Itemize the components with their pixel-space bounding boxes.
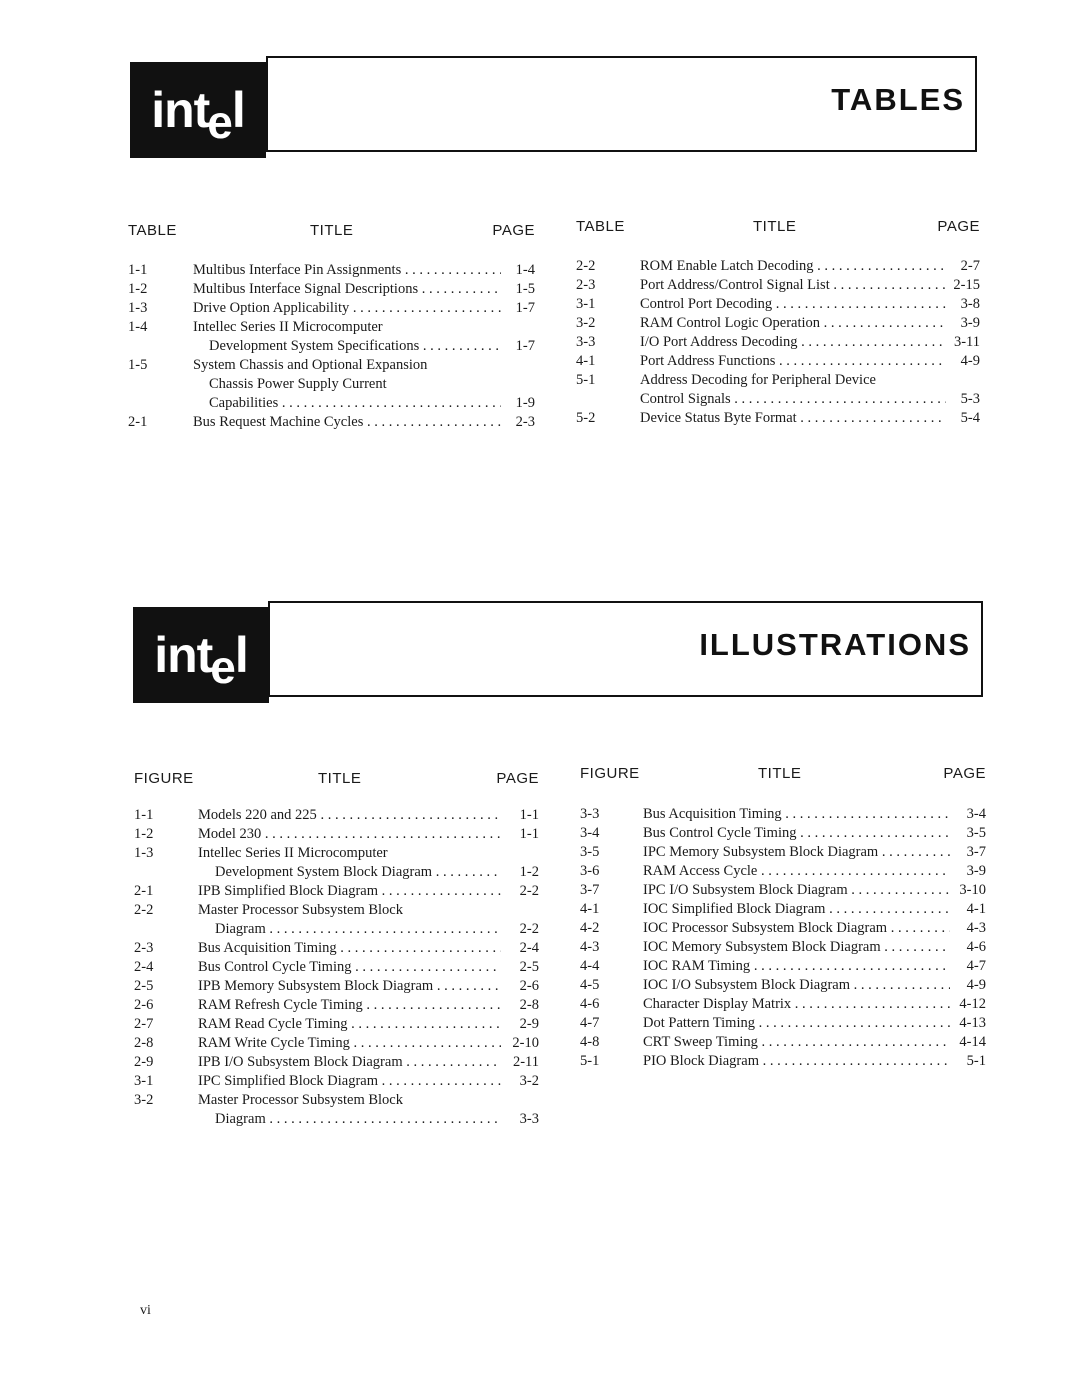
item-number: 4-8 (580, 1034, 600, 1050)
item-page: 4-14 (959, 1034, 986, 1050)
item-number: 4-3 (580, 939, 600, 955)
col-header-figure: FIGURE (580, 765, 640, 782)
item-number: 3-7 (580, 882, 600, 898)
item-title: Bus Acquisition Timing . . . (198, 939, 501, 958)
item-number: 3-6 (580, 863, 600, 879)
tables-list-left (128, 222, 535, 442)
list-item (580, 862, 986, 881)
item-title: Dot Pattern Timing . . . (643, 1014, 950, 1033)
item-number: 2-8 (134, 1035, 154, 1051)
item-title: IOC Processor Subsystem Block Diagram . . . (643, 919, 950, 938)
item-title: ROM Enable Latch Decoding . . . (640, 257, 946, 276)
item-page: 3-3 (519, 1111, 539, 1127)
item-title: Bus Control Cycle Timing . . . (643, 824, 950, 843)
list-item (580, 1052, 986, 1071)
item-number: 5-1 (580, 1053, 600, 1069)
list-item (134, 958, 539, 977)
item-title: Drive Option Applicability . . . (193, 299, 501, 318)
item-title: Intellec Series II Microcomputer (193, 319, 383, 335)
item-page: 2-9 (519, 1016, 539, 1032)
item-title: Diagram . . . (215, 1110, 501, 1129)
item-title: Bus Control Cycle Timing . . . (198, 958, 501, 977)
item-page: 5-3 (960, 391, 980, 407)
col-header-title: TITLE (318, 770, 362, 787)
item-number: 1-2 (134, 826, 154, 842)
item-number: 2-6 (134, 997, 154, 1013)
tables-list-right (576, 218, 980, 438)
item-title: Development System Block Diagram . . . (215, 863, 501, 882)
list-item (134, 1110, 539, 1129)
list-item (580, 881, 986, 900)
item-number: 3-3 (576, 334, 596, 350)
item-page: 4-6 (966, 939, 986, 955)
item-page: 1-5 (515, 281, 535, 297)
list-item (580, 919, 986, 938)
list-item (580, 976, 986, 995)
list-item (134, 977, 539, 996)
item-number: 3-5 (580, 844, 600, 860)
item-number: 4-5 (580, 977, 600, 993)
item-title: Capabilities . . . (209, 394, 501, 413)
list-item (128, 280, 535, 299)
item-title: IOC RAM Timing . . . (643, 957, 950, 976)
item-title: Port Address Functions . . . (640, 352, 946, 371)
item-title: IOC I/O Subsystem Block Diagram . . . (643, 976, 950, 995)
list-item (134, 882, 539, 901)
item-page: 2-4 (519, 940, 539, 956)
item-number: 2-3 (134, 940, 154, 956)
list-item (580, 805, 986, 824)
item-page: 2-2 (519, 883, 539, 899)
list-item (576, 276, 980, 295)
illustrations-heading: ILLUSTRATIONS (699, 627, 971, 662)
item-number: 2-2 (576, 258, 596, 274)
item-page: 1-2 (519, 864, 539, 880)
list-item (576, 295, 980, 314)
item-page: 5-1 (966, 1053, 986, 1069)
item-number: 2-1 (134, 883, 154, 899)
item-page: 1-1 (519, 807, 539, 823)
item-page: 3-8 (960, 296, 980, 312)
item-title: Bus Acquisition Timing . . . (643, 805, 950, 824)
intel-logo: int e l (133, 607, 269, 703)
list-item (576, 409, 980, 428)
item-page: 3-4 (966, 806, 986, 822)
item-number: 2-7 (134, 1016, 154, 1032)
list-item (134, 996, 539, 1015)
item-title: IPB Memory Subsystem Block Diagram . . . (198, 977, 501, 996)
item-page: 3-9 (966, 863, 986, 879)
list-item (128, 394, 535, 413)
item-title: Port Address/Control Signal List . . . (640, 276, 946, 295)
item-title: IOC Simplified Block Diagram . . . (643, 900, 950, 919)
item-number: 4-7 (580, 1015, 600, 1031)
item-page: 1-4 (515, 262, 535, 278)
item-title: Control Signals . . . (640, 390, 946, 409)
col-header-page: PAGE (496, 770, 539, 787)
item-title: RAM Read Cycle Timing . . . (198, 1015, 501, 1034)
item-number: 3-1 (576, 296, 596, 312)
item-page: 2-10 (512, 1035, 539, 1051)
figures-list-left (134, 770, 539, 1140)
list-item (576, 314, 980, 333)
item-number: 1-1 (128, 262, 148, 278)
item-title: I/O Port Address Decoding . . . (640, 333, 946, 352)
item-page: 3-11 (953, 334, 980, 350)
item-title: RAM Write Cycle Timing . . . (198, 1034, 501, 1053)
item-title: RAM Access Cycle . . . (643, 862, 950, 881)
item-page: 5-4 (960, 410, 980, 426)
item-page: 2-11 (512, 1054, 539, 1070)
col-header-table: TABLE (128, 222, 177, 239)
item-title: IPC I/O Subsystem Block Diagram . . . (643, 881, 950, 900)
item-title: IOC Memory Subsystem Block Diagram . . . (643, 938, 950, 957)
item-page: 2-15 (953, 277, 980, 293)
item-number: 3-2 (576, 315, 596, 331)
col-header-page: PAGE (943, 765, 986, 782)
item-title: Device Status Byte Format . . . (640, 409, 946, 428)
item-number: 2-2 (134, 902, 154, 918)
item-title: PIO Block Diagram . . . (643, 1052, 950, 1071)
item-number: 5-1 (576, 372, 596, 388)
item-page: 4-12 (959, 996, 986, 1012)
item-number: 3-2 (134, 1092, 154, 1108)
item-page: 2-7 (960, 258, 980, 274)
item-title: Control Port Decoding . . . (640, 295, 946, 314)
list-item (134, 901, 539, 920)
list-item (580, 824, 986, 843)
list-item (134, 939, 539, 958)
col-header-title: TITLE (753, 218, 797, 235)
col-header-page: PAGE (492, 222, 535, 239)
item-title: IPC Memory Subsystem Block Diagram . . . (643, 843, 950, 862)
col-header-table: TABLE (576, 218, 625, 235)
item-page: 3-10 (959, 882, 986, 898)
item-page: 2-3 (515, 414, 535, 430)
list-item (580, 1033, 986, 1052)
illustrations-banner (268, 601, 983, 697)
item-number: 1-4 (128, 319, 148, 335)
item-number: 2-1 (128, 414, 148, 430)
col-header-title: TITLE (758, 765, 802, 782)
item-page: 4-7 (966, 958, 986, 974)
item-number: 3-1 (134, 1073, 154, 1089)
list-item (134, 920, 539, 939)
item-title: IPB I/O Subsystem Block Diagram . . . (198, 1053, 501, 1072)
item-title: System Chassis and Optional Expansion (193, 357, 428, 373)
list-item (134, 844, 539, 863)
item-page: 1-7 (515, 338, 535, 354)
item-number: 4-1 (580, 901, 600, 917)
item-number: 1-3 (128, 300, 148, 316)
item-title: Multibus Interface Signal Descriptions . . . (193, 280, 501, 299)
list-item (134, 1091, 539, 1110)
item-page: 4-3 (966, 920, 986, 936)
item-title: Multibus Interface Pin Assignments . . . (193, 261, 501, 280)
list-item (128, 261, 535, 280)
item-page: 4-9 (960, 353, 980, 369)
item-number: 1-1 (134, 807, 154, 823)
item-title: RAM Control Logic Operation . . . (640, 314, 946, 333)
item-number: 2-9 (134, 1054, 154, 1070)
item-title: Development System Specifications . . . (209, 337, 501, 356)
item-number: 3-3 (580, 806, 600, 822)
item-title: CRT Sweep Timing . . . (643, 1033, 950, 1052)
list-item (580, 1014, 986, 1033)
list-item (576, 257, 980, 276)
item-number: 2-5 (134, 978, 154, 994)
item-title: RAM Refresh Cycle Timing . . . (198, 996, 501, 1015)
item-number: 2-3 (576, 277, 596, 293)
item-number: 5-2 (576, 410, 596, 426)
list-item (580, 900, 986, 919)
item-title: Master Processor Subsystem Block (198, 1092, 403, 1108)
item-number: 1-2 (128, 281, 148, 297)
intel-logo: int e l (130, 62, 266, 158)
item-page: 3-5 (966, 825, 986, 841)
item-title: IPC Simplified Block Diagram . . . (198, 1072, 501, 1091)
list-item (580, 995, 986, 1014)
list-item (128, 356, 535, 375)
item-title: Intellec Series II Microcomputer (198, 845, 388, 861)
item-page: 3-9 (960, 315, 980, 331)
item-title: Chassis Power Supply Current (209, 376, 387, 392)
list-item (580, 957, 986, 976)
list-item (134, 1034, 539, 1053)
item-page: 3-7 (966, 844, 986, 860)
item-page: 2-2 (519, 921, 539, 937)
list-item (128, 413, 535, 432)
tables-heading: TABLES (831, 82, 965, 117)
list-item (576, 390, 980, 409)
list-item (128, 299, 535, 318)
item-number: 4-2 (580, 920, 600, 936)
list-item (576, 352, 980, 371)
list-item (134, 806, 539, 825)
list-item (576, 333, 980, 352)
item-number: 3-4 (580, 825, 600, 841)
item-title: Diagram . . . (215, 920, 501, 939)
item-title: IPB Simplified Block Diagram . . . (198, 882, 501, 901)
item-page: 4-1 (966, 901, 986, 917)
tables-banner (266, 56, 977, 152)
list-item (134, 1015, 539, 1034)
item-number: 4-4 (580, 958, 600, 974)
list-item (134, 825, 539, 844)
item-page: 1-7 (515, 300, 535, 316)
item-number: 2-4 (134, 959, 154, 975)
item-number: 4-6 (580, 996, 600, 1012)
col-header-page: PAGE (937, 218, 980, 235)
item-title: Model 230 . . . (198, 825, 501, 844)
item-number: 1-5 (128, 357, 148, 373)
list-item (128, 337, 535, 356)
item-title: Models 220 and 225 . . . (198, 806, 501, 825)
list-item (134, 1053, 539, 1072)
item-title: Character Display Matrix . . . (643, 995, 950, 1014)
col-header-title: TITLE (310, 222, 354, 239)
item-number: 4-1 (576, 353, 596, 369)
list-item (134, 1072, 539, 1091)
item-page: 4-9 (966, 977, 986, 993)
item-page: 2-6 (519, 978, 539, 994)
figures-list-right (580, 765, 986, 1085)
list-item (128, 318, 535, 337)
page-number: vi (140, 1303, 151, 1318)
list-item (580, 938, 986, 957)
item-page: 1-1 (519, 826, 539, 842)
list-item (580, 843, 986, 862)
list-item (134, 863, 539, 882)
item-number: 1-3 (134, 845, 154, 861)
item-page: 3-2 (519, 1073, 539, 1089)
item-page: 2-5 (519, 959, 539, 975)
item-title: Address Decoding for Peripheral Device (640, 372, 876, 388)
col-header-figure: FIGURE (134, 770, 194, 787)
list-item (128, 375, 535, 394)
item-title: Bus Request Machine Cycles . . . (193, 413, 501, 432)
list-item (576, 371, 980, 390)
item-title: Master Processor Subsystem Block (198, 902, 403, 918)
item-page: 1-9 (515, 395, 535, 411)
item-page: 4-13 (959, 1015, 986, 1031)
item-page: 2-8 (519, 997, 539, 1013)
